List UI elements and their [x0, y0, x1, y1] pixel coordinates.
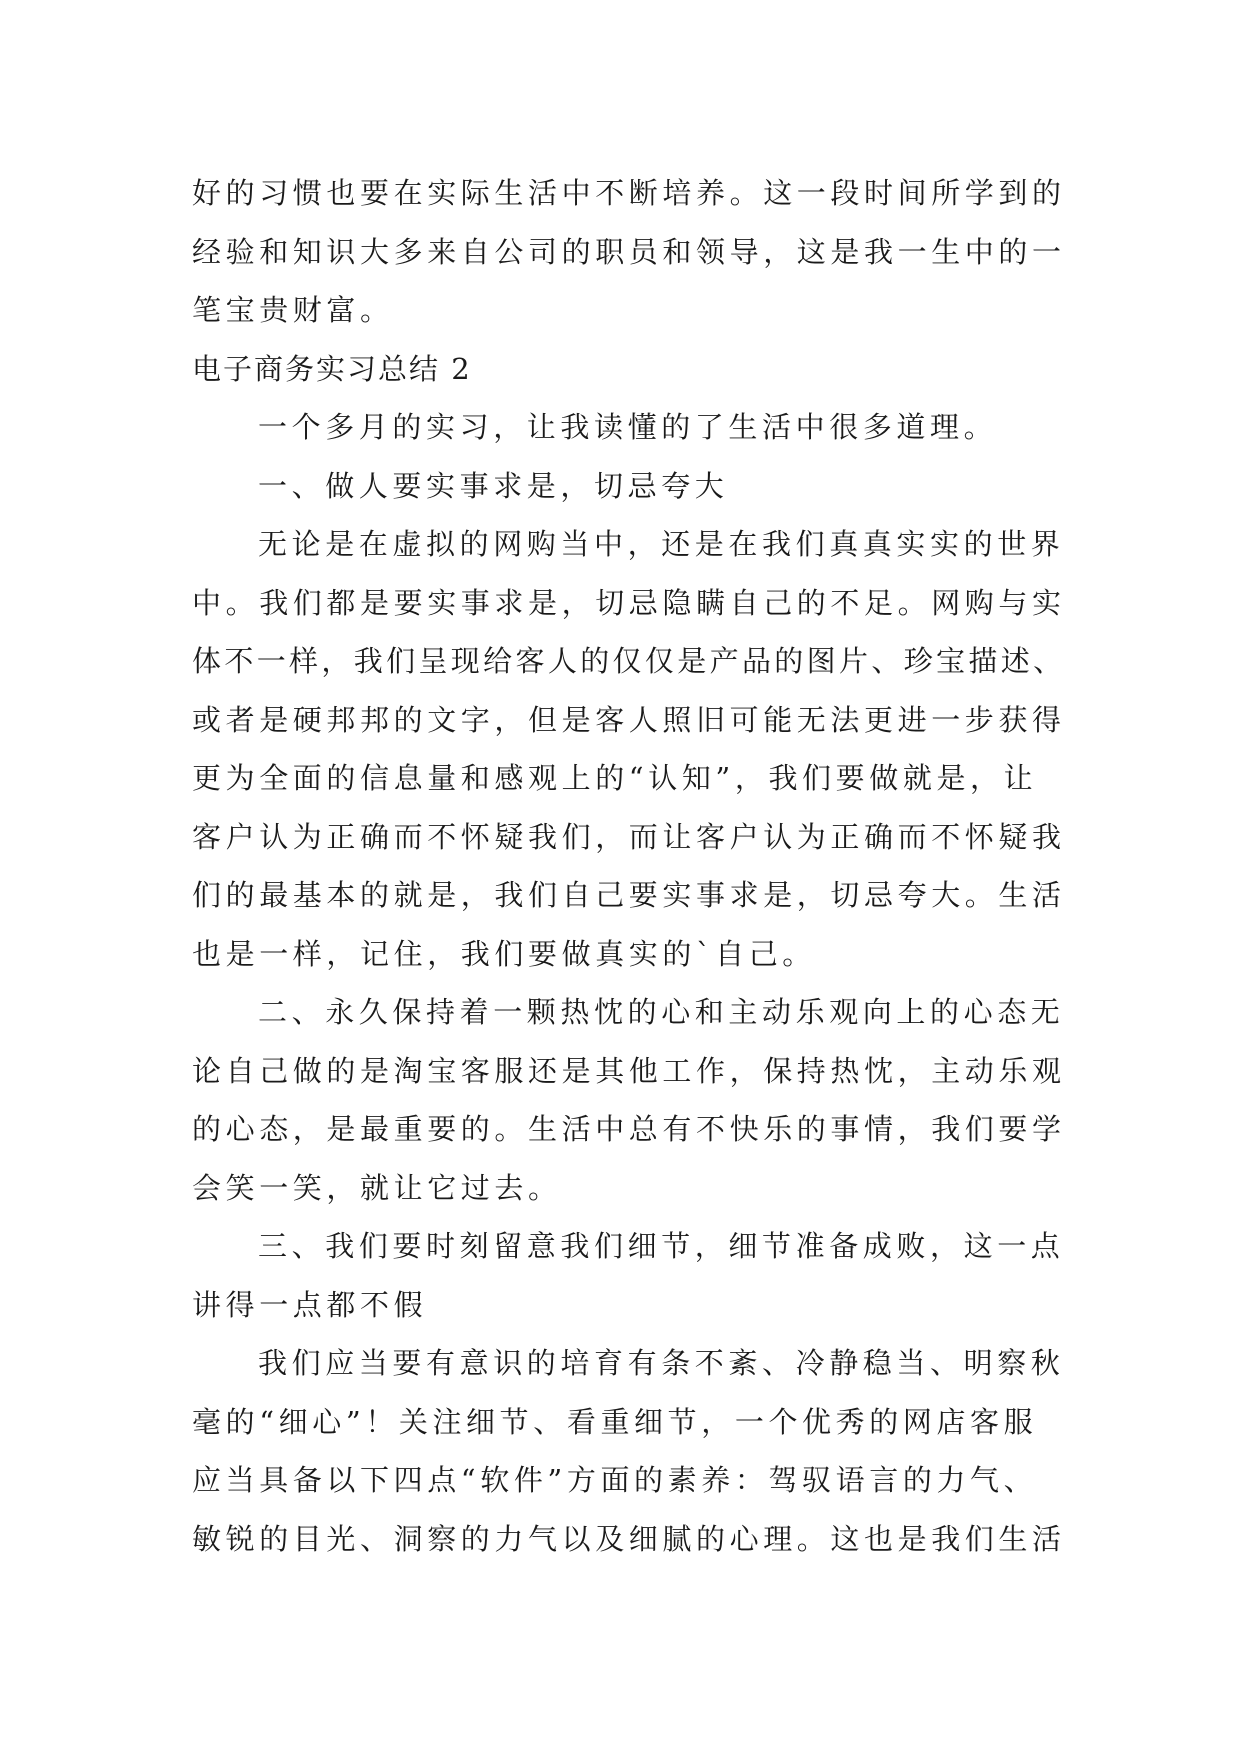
text-line: 体不一样，我们呈现给客人的仅仅是产品的图片、珍宝描述、 [192, 644, 1066, 678]
subheading-line: 三、我们要时刻留意我们细节，细节准备成败，这一点 [258, 1229, 1065, 1263]
text-line: 讲得一点都不假 [192, 1287, 428, 1322]
text-line: 毫的“细心”！关注细节、看重细节，一个优秀的网店客服 [192, 1404, 1038, 1439]
text-line: 们的最基本的就是，我们自己要实事求是，切忌夸大。生活 [192, 878, 1066, 912]
text-line: 中。我们都是要实事求是，切忌隐瞒自己的不足。网购与实 [192, 585, 1066, 620]
text-line: 经验和知识大多来自公司的职员和领导，这是我一生中的一 [192, 234, 1066, 269]
text-line: 应当具备以下四点“软件”方面的素养：驾驭语言的力气、 [192, 1463, 1038, 1497]
text-line: 客户认为正确而不怀疑我们，而让客户认为正确而不怀疑我 [192, 819, 1066, 854]
document-body [192, 164, 1066, 1568]
section-heading: 电子商务实习总结 2 [192, 351, 472, 386]
text-line: 或者是硬邦邦的文字，但是客人照旧可能无法更进一步获得 [192, 702, 1066, 737]
text-line: 的心态，是最重要的。生活中总有不快乐的事情，我们要学 [192, 1112, 1066, 1146]
text-line: 笔宝贵财富。 [192, 293, 394, 327]
text-line: 也是一样，记住，我们要做真实的`自己。 [192, 936, 816, 971]
text-line: 一个多月的实习，让我读懂的了生活中很多道理。 [258, 410, 998, 444]
text-line: 更为全面的信息量和感观上的“认知”，我们要做就是，让 [192, 761, 1038, 795]
text-line: 论自己做的是淘宝客服还是其他工作，保持热忱，主动乐观 [192, 1053, 1066, 1088]
text-line: 我们应当要有意识的培育有条不紊、冷静稳当、明察秋 [258, 1346, 1065, 1380]
text-line: 会笑一笑，就让它过去。 [192, 1170, 562, 1205]
subheading-line: 二、永久保持着一颗热忱的心和主动乐观向上的心态无 [258, 995, 1065, 1029]
text-line: 无论是在虚拟的网购当中，还是在我们真真实实的世界 [258, 527, 1065, 561]
text-line: 敏锐的目光、洞察的力气以及细腻的心理。这也是我们生活 [192, 1521, 1066, 1556]
text-line: 好的习惯也要在实际生活中不断培养。这一段时间所学到的 [192, 176, 1066, 210]
subheading-line: 一、做人要实事求是，切忌夸大 [258, 468, 729, 503]
